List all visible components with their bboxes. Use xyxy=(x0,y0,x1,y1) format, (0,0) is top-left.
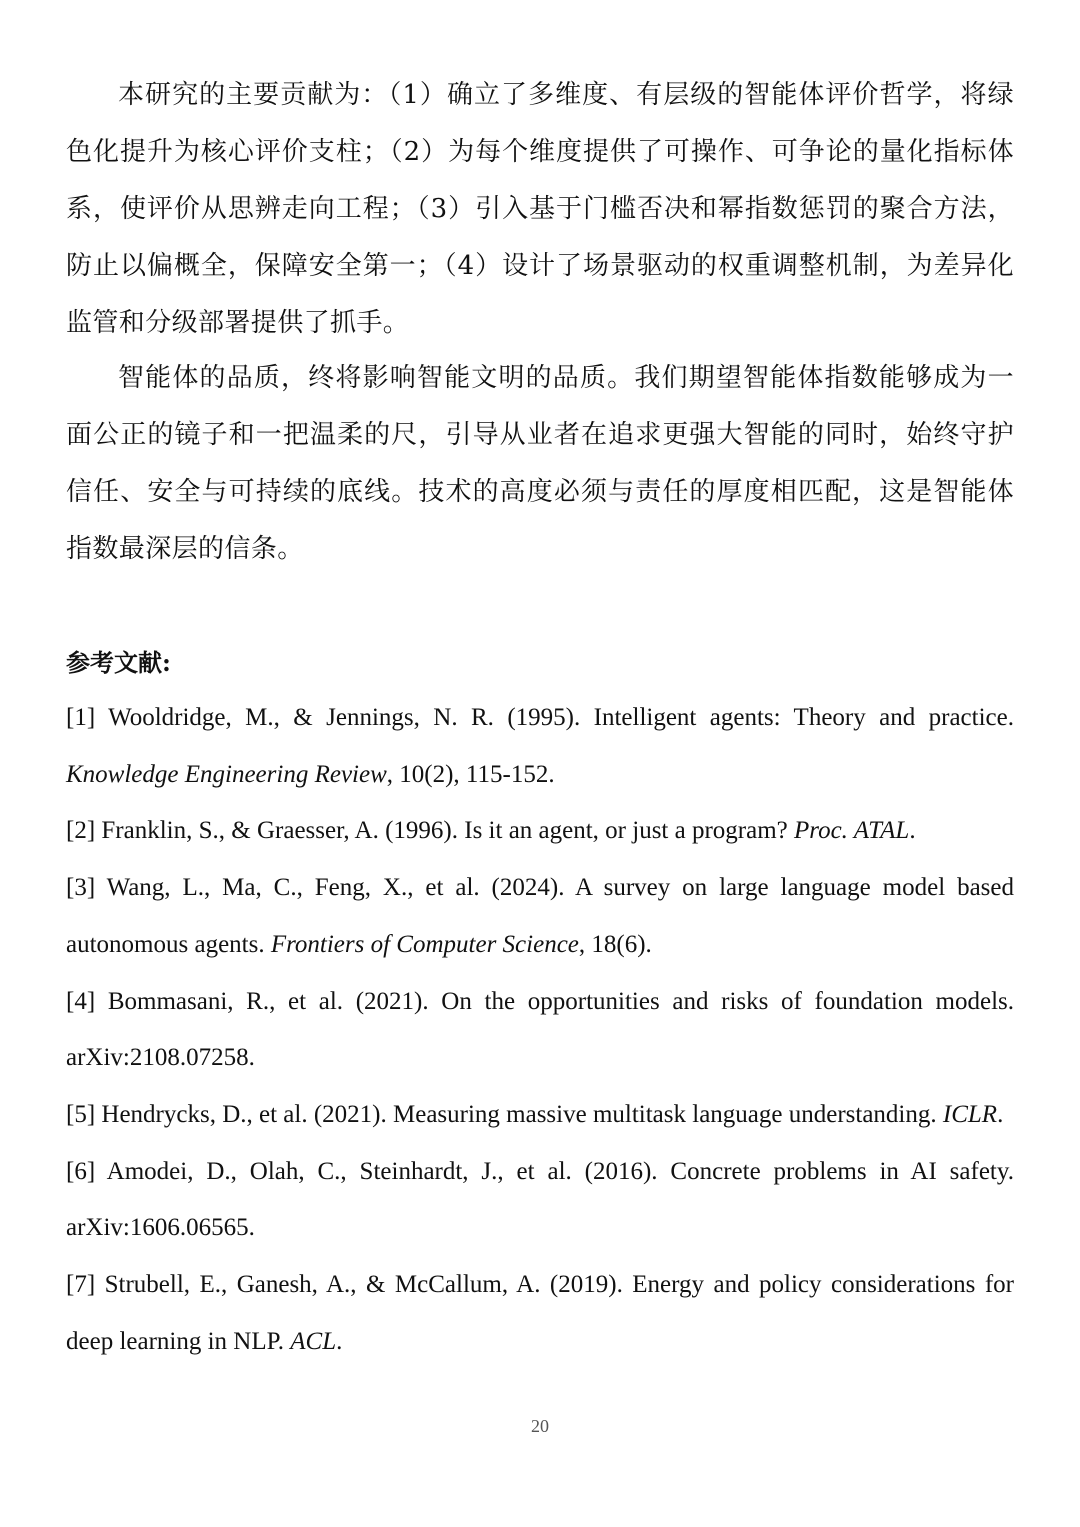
reference-text: [7] Strubell, E., Ganesh, A., & McCallum, A. (2019). Energy and policy considerations for deep learning in NLP. xyxy=(66,1271,1014,1355)
reference-venue: Frontiers of Computer Science xyxy=(270,930,579,958)
page-number: 20 xyxy=(531,1416,549,1436)
reference-venue: ICLR xyxy=(942,1100,998,1128)
reference-text: [6] Amodei, D., Olah, C., Steinhardt, J., et al. (2016). Concrete problems in AI safety. arXiv:1606.06565. xyxy=(66,1157,1014,1242)
reference-item xyxy=(66,690,1014,803)
reference-details: . xyxy=(909,817,916,845)
reference-item xyxy=(66,860,1014,973)
references-heading: 参考文献: xyxy=(66,648,171,677)
reference-details: . xyxy=(997,1100,1004,1128)
reference-venue: Knowledge Engineering Review xyxy=(66,760,387,788)
reference-text: [5] Hendrycks, D., et al. (2021). Measuring massive multitask language understanding. xyxy=(66,1100,943,1128)
reference-item xyxy=(66,1144,1014,1257)
reference-venue: Proc. ATAL xyxy=(794,817,910,845)
contributions-paragraph: 本研究的主要贡献为：（1）确立了多维度、有层级的智能体评价哲学，将绿色化提升为核心评价支柱；（2）为每个维度提供了可操作、可争论的量化指标体系，使评价从思辨走向工程；（3）引入基于门槛否决和幂指数惩罚的聚合方法，防止以偏概全，保障安全第一；（4）设计了场景驱动的权重调整机制，为差异化监管和分级部署提供了抓手。 xyxy=(66,80,1014,338)
reference-details: , 10(2), 115-152. xyxy=(386,760,555,788)
reference-text: [2] Franklin, S., & Graesser, A. (1996). Is it an agent, or just a program? xyxy=(66,817,795,845)
reference-item xyxy=(66,974,1014,1087)
reference-item xyxy=(66,1257,1014,1370)
reference-details: , 18(6). xyxy=(578,930,652,958)
reference-item xyxy=(66,803,1014,860)
closing-paragraph: 智能体的品质，终将影响智能文明的品质。我们期望智能体指数能够成为一面公正的镜子和一把温柔的尺，引导从业者在追求更强大智能的同时，始终守护信任、安全与可持续的底线。技术的高度必须与责任的厚度相匹配，这是智能体指数最深层的信条。 xyxy=(66,363,1014,564)
reference-item xyxy=(66,1087,1014,1144)
reference-venue: ACL xyxy=(290,1327,337,1355)
reference-list xyxy=(66,690,1014,1370)
reference-text: [1] Wooldridge, M., & Jennings, N. R. (1995). Intelligent agents: Theory and practice. xyxy=(66,704,1014,731)
reference-text: [4] Bommasani, R., et al. (2021). On the opportunities and risks of foundation models. arXiv:2108.07258. xyxy=(66,987,1014,1072)
reference-text: [3] Wang, L., Ma, C., Feng, X., et al. (2024). A survey on large language model based autonomous agents. xyxy=(66,874,1014,958)
reference-details: . xyxy=(336,1327,343,1355)
